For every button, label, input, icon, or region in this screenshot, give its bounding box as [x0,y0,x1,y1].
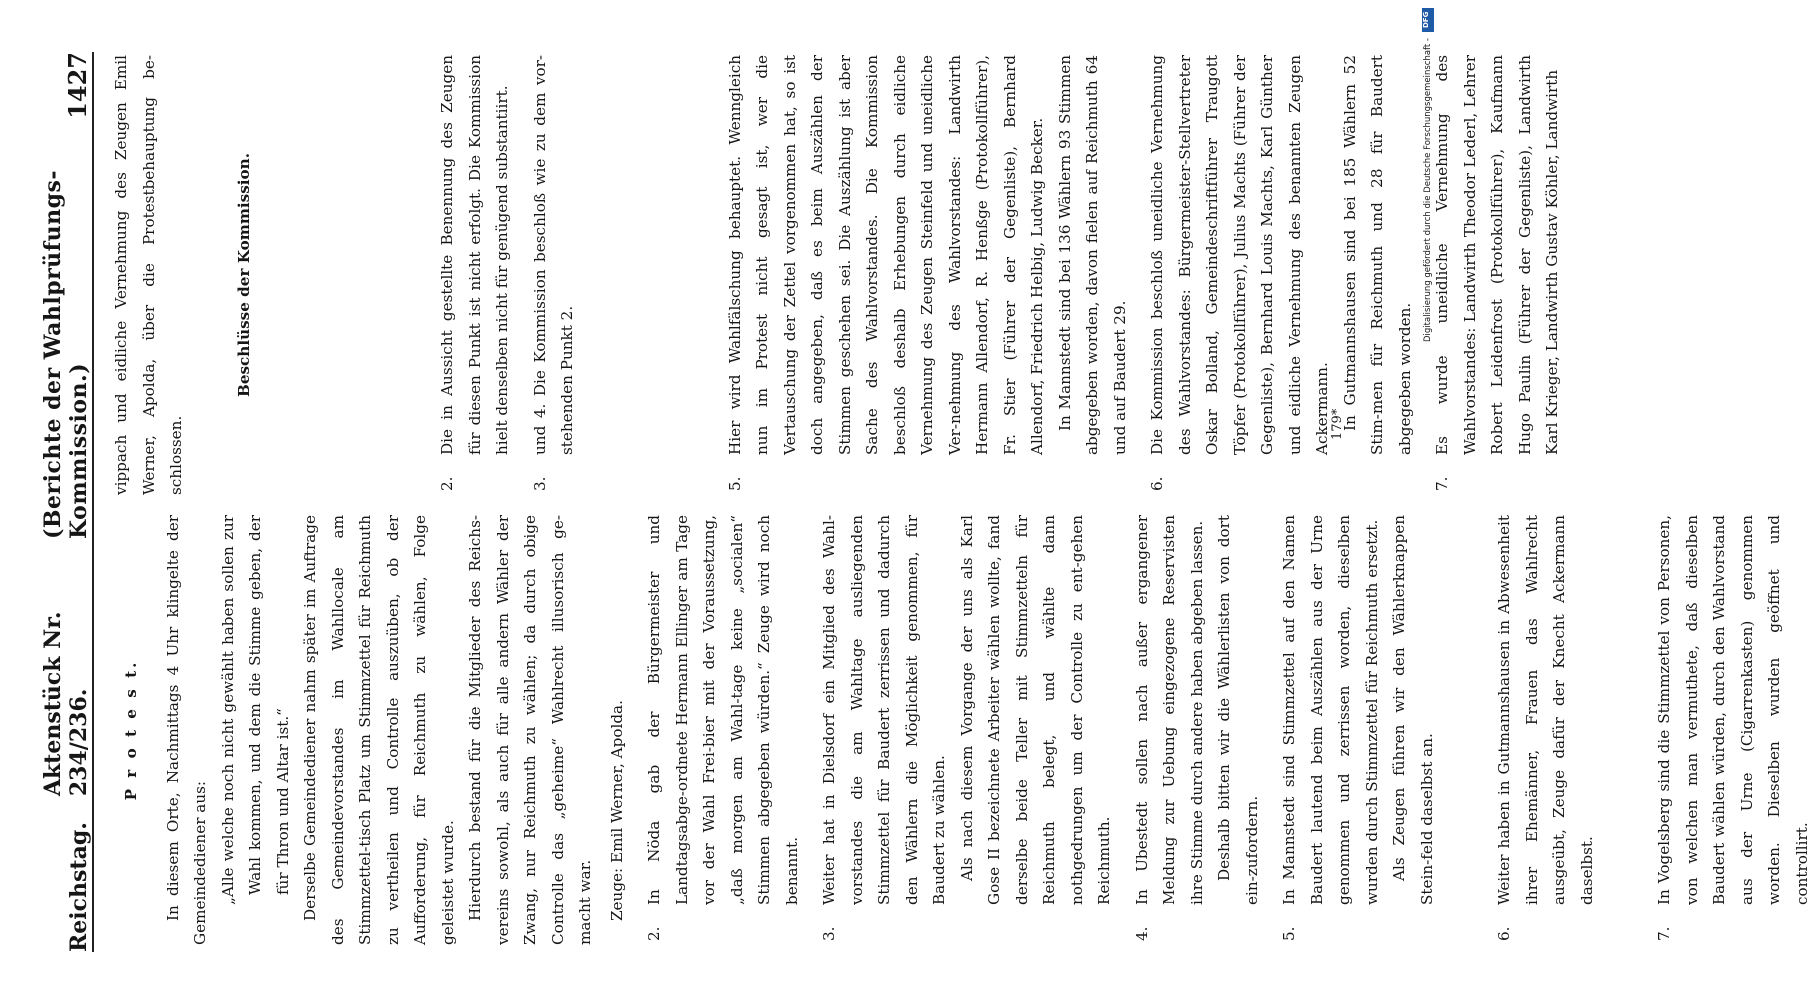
page-header [40,52,94,952]
sheet-signature: 179* [1330,408,1345,440]
page-number: 1427 [63,52,92,119]
protest-para-1: In diesem Orte, Nachmittags 4 Uhr klingelte der Gemeindediener aus: [163,515,209,945]
decision-item-5-number: 5. [725,476,744,491]
protest-item-6-number: 6. [1495,926,1513,941]
decision-item-2 [434,55,517,495]
protest-witness: Zeuge: Emil Werner, Apolda. [607,700,626,921]
decision-item-5-text-b: In Mannstedt sind bei 136 Wählern 93 Stimmen abgegeben worden, davon fielen auf Reichmuth 64 und auf Baudert 29. [1055,55,1129,455]
left-column [108,515,1811,945]
header-left: Reichstag. [66,822,92,952]
protest-item-3-number: 3. [820,926,838,941]
decision-item-5 [722,55,1135,495]
protest-item-7-number: 7. [1655,926,1673,941]
protest-para-2: Derselbe Gemeindediener nahm später im Auftrage des Gemeindevorstandes im Wahllocale am Stimmzettel-tisch Platz um Stimmzettel für Reichmuth zu vertheilen und Controlle auszuüben, ob der Aufforderung, für Reichmuth zu wählen, Folge geleistet wurde. [301,515,457,945]
header-title: (Berichte der Wahlprüfungs-Kommission.) [40,169,92,539]
decision-item-6-text-a: Die Kommission beschloß uneidliche Vernehmung des Wahlvorstandes: Bürgermeister-Stellvertreter Oskar Bolland, Gemeindeschriftführer Traugott Töpfer (Protokollführer), Julius Machts (Führer der Gegenliste), Bernhard Louis Machts, Karl Günther und eidliche Vernehmung des benannten Zeugen Ackermann. [1148,55,1331,455]
protest-item-3 [816,515,1119,945]
protest-item-2 [641,515,806,945]
protest-item-5 [1276,515,1441,945]
protest-item-3-text-a: Weiter hat in Dielsdorf ein Mitglied des Wahl-vorstandes die am Wahltage ausliegenden Stimmzettel für Baudert zerrissen und dadurch den Wählern die Möglichkeit genommen, für Baudert zu wählen. [820,515,948,905]
decision-item-7-text: Es wurde uneidliche Vernehmung des Wahlvorstandes: Landwirth Theodor Lederl, Lehrer Robert Leidenfrost (Protokollführer), Kaufmann Hugo Paulin (Führer der Gegenliste), Landwirth Karl Krieger, Landwirth Gustav Köhler, Landwirth [1433,55,1561,455]
protest-item-4 [1129,515,1267,945]
protest-item-7-text: In Vogelsberg sind die Stimmzettel von Personen, von welchen man vermuthete, daß dieselben Baudert wählen würden, durch den Wahlvorstand aus der Urne (Cigarrenkasten) genommen worden. Dieselben wurden geöffnet und controllirt. [1655,515,1811,905]
protest-item-4-number: 4. [1132,926,1151,941]
decision-item-5-text-a: Hier wird Wahlfälschung behauptet. Wenngleich nun im Protest nicht gesagt ist, wer die Vertauschung der Zettel vorgenommen hat, so ist doch angegeben, daß es beim Auszählen der Stimmen geschehen sei. Die Auszählung ist aber Sache des Wahlvorstandes. Die Kommission beschloß deshalb Erhebungen durch eidliche Vernehmung des Zeugen Steinfeld und uneidliche Ver-nehmung des Wahlvorstandes: Landwirth Hermann Allendorf, R. Henßge (Protokollführer), Fr. Stier (Führer der Gegenliste), Bernhard Allendorf, Friedrich Helbig, Ludwig Becker. [725,55,1046,455]
header-document-number: Aktenstück Nr. 234/236. [40,611,92,797]
protest-item-6-text: Weiter haben in Gutmannshausen in Abwesenheit ihrer Ehemänner, Frauen das Wahlrecht ausgeübt, Zeuge dafür der Knecht Ackermann daselbst. [1495,515,1596,905]
decision-item-7-number: 7. [1433,476,1451,491]
decision-item-3-number: 3. [530,476,549,491]
protest-heading: P r o t e s t. [122,659,140,801]
decision-item-6 [1144,55,1419,495]
decision-item-2-number: 2. [438,476,456,491]
protest-item-4-text-b: Deshalb bitten wir die Wählerlisten von dort ein-zufordern. [1215,515,1261,905]
decision-item-6-text-b: In Gutmannshausen sind bei 185 Wählern 52 Stim-men für Reichmuth und 28 für Baudert abgegeben worden. [1340,55,1414,455]
protest-para-3: Hierdurch bestand für die Mitglieder des Reichs-vereins sowohl, als auch für alle andern Wähler der Zwang, nur Reichmuth zu wählen; da durch obige Controlle das „geheime“ Wahlrecht illusorisch ge-macht war. [466,515,594,945]
decisions-heading: Beschlüsse der Kommission. [234,153,253,398]
decision-item-2-text: Die in Aussicht gestellte Benennung des Zeugen für diesen Punkt ist nicht erfolgt. Die Kommission hielt denselben nicht für genügend substantiirt. [438,55,511,455]
protest-item-5-text-b: Als Zeugen führen wir den Wählerknappen Stein-feld daselbst an. [1390,515,1436,905]
protest-item-5-text-a: In Mannstedt sind Stimmzettel auf den Namen Baudert lautend beim Auszählen aus der Urne genommen und zerrissen worden, dieselben wurden durch Stimmzettel für Reichmuth ersetzt. [1280,515,1381,905]
decision-item-3-text: und 4. Die Kommission beschloß wie zu dem vor-stehenden Punkt 2. [530,55,576,455]
decision-item-6-number: 6. [1148,476,1166,491]
decision-item-7 [1429,55,1567,495]
protest-quote: „Alle welche noch nicht gewählt haben sollen zur Wahl kommen, und dem die Stimme geben, der für Thron und Altar ist.“ [218,515,292,905]
protest-item-7 [1651,515,1816,945]
funding-note: Digitalisierung gefördert durch die Deutsche Forschungsgemeinschaft - [1423,38,1433,342]
protest-item-2-number: 2. [645,926,663,941]
protest-item-4-text-a: In Ubestedt sollen nach außer ergangener Meldung zur Uebung eingezogene Reservisten ihre Stimme durch andere haben abgeben lassen. [1132,515,1206,905]
protest-item-6 [1491,515,1601,945]
decision-item-3 [527,55,582,495]
dfg-logo: DFG [1422,8,1434,32]
protest-item-5-number: 5. [1280,926,1298,941]
protest-item-3-text-b: Als nach diesem Vorgange der uns als Karl Gose II bezeichnete Arbeiter wählen wollte, fand derselbe beide Teller mit Stimmzetteln für Reichmuth belegt, und wählte dann nothgedrungen um der Controlle zu ent-gehen Reichmuth. [957,515,1113,905]
decision-intro: vippach und eidliche Vernehmung des Zeugen Emil Werner, Apolda, über die Protestbehauptung be-schlossen. [112,55,185,495]
funding-strip [1422,8,1434,998]
protest-item-2-text: In Nöda gab der Bürgermeister und Landtagsabge-ordnete Hermann Ellinger am Tage vor der Wahl Frei-bier mit der Voraussetzung, „daß morgen am Wahl-tage keine „socialen“ Stimmen abgegeben würden.“ Zeuge wird noch benannt. [645,515,801,905]
